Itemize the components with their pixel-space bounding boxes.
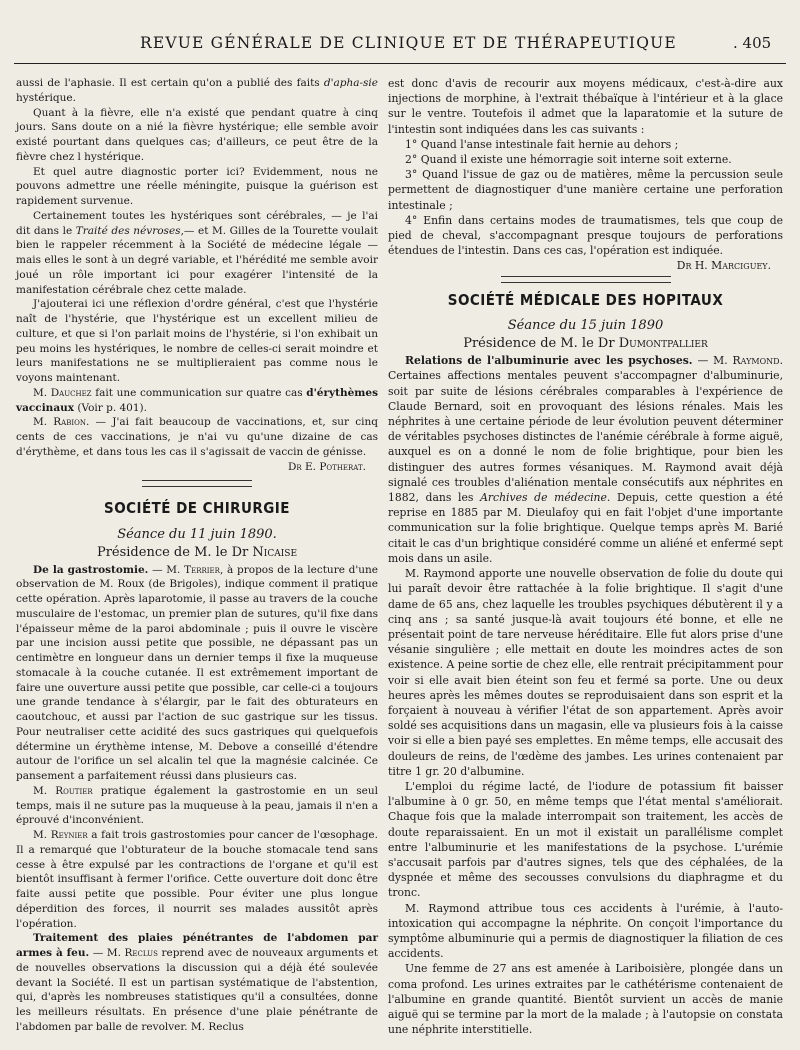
- topic-heading: De la gastrostomie.: [33, 563, 149, 576]
- topic-heading: Relations de l'albuminurie avec les psychoses.: [405, 354, 693, 368]
- paragraph: L'emploi du régime lacté, de l'iodure de potassium fit baisser l'albumine à 0 gr. 50, en même temps que l'état mental s'améliorait. Chaque fois que la malade interrompait son traitement, les accès de doute reparaissaient. En un mot il existait un parallélisme complet entre l'albuminurie et les manifestations de la psychose. L'urémie s'accusait parfois par d'autres signes, tels que des céphalées, de la dyspnée et même des secousses convulsions du diaphragme et du tronc.: [388, 779, 783, 900]
- right-column: [388, 76, 783, 1037]
- paragraph: J'ajouterai ici une réflexion d'ordre général, c'est que l'hystérie naît de l'hystérie, que l'hystérique est un excellent milieu de culture, et que si l'on parlait moins de l'hystérie, si l'on exhibait un peu moins les hystériques, le nombre de celles-ci serait moindre et leurs manifestations ne se multiplieraient pas comme nous le voyons maintenant.: [16, 298, 378, 384]
- running-title: REVUE GÉNÉRALE DE CLINIQUE ET DE THÉRAPEUTIQUE: [140, 34, 677, 52]
- paragraph: Une femme de 27 ans est amenée à Lariboisière, plongée dans un coma profond. Les urines extraites par le cathétérisme contenaient de l'albumine en grande quantité. Bientôt survient un accès de manie aiguë qui se termine par la mort de la malade ; à l'autopsie on constata une néphrite interstitielle.: [388, 962, 783, 1037]
- session-president: Présidence de M. le Dr Dumontpallier: [463, 336, 708, 352]
- header-rule: [14, 63, 786, 64]
- author-signature: Dr H. Marciguey.: [676, 259, 771, 273]
- author-signature: Dr E. Potherat.: [287, 460, 366, 473]
- speaker-name: M. Rabion.: [33, 416, 90, 429]
- paragraph: est donc d'avis de recourir aux moyens médicaux, c'est-à-dire aux injections de morphine, à l'extrait thébaïque à l'intérieur et à la glace sur le ventre. Toutefois il admet que la laparatomie et la suture de l'intestin sont indiquées dans les cas suivants :: [388, 77, 783, 136]
- list-item: 2° Quand il existe une hémorragie soit interne soit externe.: [405, 153, 732, 167]
- paragraph: M. Reynier a fait trois gastrostomies pour cancer de l'œsophage. Il a remarqué que l'obturateur de la bouche stomacale tend sans cesse à être expulsé par les contractions de l'organe et qu'il est bientôt insuffisant à fermer l'orifice. Cette ouverture doit donc être faite aussi petite que possible. Pour éviter une plus longue déperdition des forces, il nourrit ses malades aussitôt après l'opération.: [16, 829, 378, 930]
- paragraph: M. Rabion. — J'ai fait beaucoup de vaccinations, et, sur cinq cents de ces vaccinations, je n'ai vu qu'une dizaine de cas d'érythème, et dans tous les cas il s'agissait de vaccin de génisse.: [16, 416, 378, 458]
- section-title: SOCIÉTÉ DE CHIRURGIE: [104, 499, 290, 518]
- page-number: . 405: [733, 34, 772, 52]
- section-divider: [142, 480, 252, 487]
- paragraph: aussi de l'aphasie. Il est certain qu'on a publié des faits d'apha-sie hystérique.: [16, 77, 378, 104]
- running-head: [0, 30, 800, 60]
- session-date: Séance du 15 juin 1890: [507, 317, 664, 333]
- paragraph: M. Dauchez fait une communication sur quatre cas d'érythèmes vaccinaux (Voir p. 401).: [16, 386, 378, 414]
- speaker-name: M. Routier: [33, 784, 93, 797]
- speaker-name: M. Dauchez: [33, 386, 92, 399]
- list-item: 3° Quand l'issue de gaz ou de matières, même la percussion seule permettent de diagnostiquer d'une manière certaine une perforation intestinale ;: [388, 168, 783, 212]
- session-date: Séance du 11 juin 1890.: [117, 527, 277, 542]
- session-president: Présidence de M. le Dr Nicaise: [96, 544, 298, 560]
- topic-heading: Traitement des plaies pénétrantes de l'abdomen par armes à feu.: [16, 932, 378, 959]
- paragraph: Et quel autre diagnostic porter ici? Evidemment, nous ne pouvons admettre une réelle méningite, puisque la guérison est rapidement survenue.: [16, 165, 378, 207]
- paragraph: De la gastrostomie. — M. Terrier, à propos de la lecture d'une observation de M. Roux (de Brigoles), indique comment il pratique cette opération. Après laparotomie, il passe au travers de la couche musculaire de l'estomac, un premier plan de sutures, qu'il fixe dans l'épaisseur même de la paroi abdominale ; puis il ouvre le viscère par une incision aussi petite que possible, ne dépassant pas un centimètre en longueur dans un dernier temps il fixe la muqueuse stomacale à la couche cutanée. Il est extrêmement important de faire une ouverture aussi petite que possible, car celle-ci a toujours une grande tendance à s'élargir, par le fait des obturateurs en caoutchouc, et aussi par l'action de suc gastrique sur les tissus. Pour neutraliser cette acidité des sucs gastriques qui quelquefois détermine un érythème intense, M. Debove a conseillé d'étendre autour de l'orifice un sel alcalin tel que la magnésie calcinée. Ce pansement a parfaitement réussi dans plusieurs cas.: [16, 563, 379, 782]
- paragraph: M. Raymond attribue tous ces accidents à l'urémie, à l'auto-intoxication qui accompagne la néphrite. On conçoit l'importance du symptôme albuminurie qui a permis de diagnostiquer la filiation de ces accidents.: [388, 901, 783, 961]
- left-column: [16, 76, 378, 1035]
- section-divider: [501, 276, 671, 283]
- list-item: 4° Enfin dans certains modes de traumatismes, tels que coup de pied de cheval, s'accompagnant presque toujours de perforations étendues de l'intestin. Dans ces cas, l'opération est indiquée.: [388, 213, 783, 258]
- section-title: SOCIÉTÉ MÉDICALE DES HOPITAUX: [447, 290, 724, 309]
- paragraph: Traitement des plaies pénétrantes de l'abdomen par armes à feu. — M. Reclus reprend avec de nouveaux arguments et de nouvelles observations la discussion qui a déjà été soulevée devant la Société. Il est un partisan systématique de l'abstention, qui, d'après les nombreuses statistiques qu'il a consultées, donne les meilleurs résultats. En présence d'une plaie pénétrante de l'abdomen par balle de revolver. M. Reclus: [16, 932, 379, 1033]
- paragraph: Relations de l'albuminurie avec les psychoses. — M. Raymond. Certaines affections mentales peuvent s'accompagner d'albuminurie, soit par suite de lésions cérébrales comparables à l'expérience de Claude Bernard, soit en provoquant des lésions rénales. Mais les néphrites à une certaine période de leur évolution peuvent déterminer de véritables psychoses distinctes de l'anémie cérébrale à forme aiguë, auxquel es on a donné le nom de folie brightique, pour bien les distinguer des autres formes vésaniques. M. Raymond avait déjà signalé ces troubles d'aliénation mentale consécutifs aux néphrites en 1882, dans les Archives de médecine. Depuis, cette question a été reprise en 1885 par M. Dieulafoy qui en fait l'objet d'une importante communication sur la folie brightique. Quelque temps après M. Barié citait le cas d'un brightique considéré comme un aliéné et enfermé sept mois dans un asile.: [388, 354, 783, 565]
- speaker-name: M. Reynier: [33, 829, 88, 841]
- paragraph: M. Raymond apporte une nouvelle observation de folie du doute qui lui paraît devoir être rattachée à la folie brightique. Il s'agit d'une dame de 65 ans, chez laquelle les troubles psychiques débutèrent il y a cinq ans ; sa santé jusque-là avait toujours été bonne, et elle ne présentait point de tare nerveuse héréditaire. Elle fut alors prise d'une vésanie singulière ; elle mettait en doute les moindres actes de son existence. A peine sortie de chez elle, elle rentrait précipitamment pour voir si elle avait bien éteint son feu et fermé sa porte. Une ou deux heures après les mêmes doutes se reproduisaient dans son esprit et la forçaient à nouveau à vérifier l'état de son appartement. Après avoir soldé ses acquisitions dans un magasin, elle va plusieurs fois à la caisse voir si elle a bien payé ses emplettes. En même temps, elle accusait des douleurs de reins, de l'œdème des jambes. Les urines contenaient par titre 1 gr. 20 d'albumine.: [388, 567, 783, 778]
- paragraph: M. Routier pratique également la gastrostomie en un seul temps, mais il ne suture pas la muqueuse à la peau, jamais il n'en a éprouvé d'inconvénient.: [16, 784, 378, 827]
- list-item: 1° Quand l'anse intestinale fait hernie au dehors ;: [405, 137, 679, 151]
- paragraph: Certainement toutes les hystériques sont cérébrales, — je l'ai dit dans le Traité des névroses,— et M. Gilles de la Tourette voulait bien le rappeler récemment à la Société de médecine légale — mais elles le sont à un degré variable, et l'hérédité me semble avoir joué un rôle important ici pour exagérer l'intensité de la manifestation cérébrale chez cette malade.: [16, 209, 378, 296]
- paragraph: Quant à la fièvre, elle n'a existé que pendant quatre à cinq jours. Sans doute on a nié la fièvre hystérique; elle semble avoir existé pourtant dans quelques cas; d'ailleurs, ce peut être de la fièvre chez l hystérique.: [16, 106, 378, 163]
